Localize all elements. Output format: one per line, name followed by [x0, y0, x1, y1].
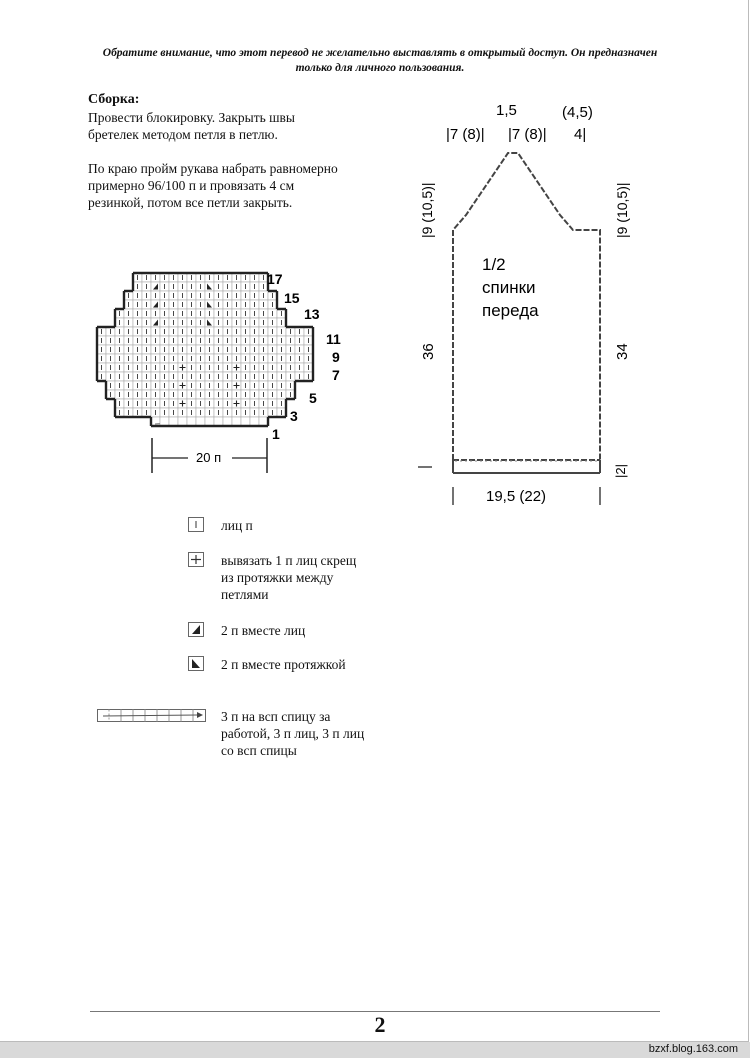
cable-symbol-icon — [97, 708, 207, 724]
chart-cell — [160, 417, 169, 426]
left-upper-measure: |9 (10,5)| — [419, 182, 435, 238]
legend-text-make-one: вывязать 1 п лиц скрещ из протяжки между петлями — [221, 553, 357, 602]
chart-cell — [151, 417, 160, 426]
footer-strip — [0, 1042, 750, 1058]
row-label-13: 13 — [304, 306, 320, 322]
row-label-9: 9 — [332, 349, 340, 365]
chart-grid — [97, 273, 313, 426]
chart-cell — [214, 417, 223, 426]
row-label-1: 1 — [272, 426, 280, 442]
garment-schematic — [410, 95, 645, 510]
chart-cell — [196, 417, 205, 426]
row-label-17: 17 — [267, 271, 283, 287]
chart-cell — [205, 417, 214, 426]
chart-width-label: 20 п — [196, 450, 222, 465]
chart-cell — [232, 417, 241, 426]
top-segment-2: |7 (8)| — [508, 126, 547, 143]
top-center-measure: 1,5 — [496, 102, 517, 119]
legend-text-cable: 3 п на вcп спицу за работой, 3 п лиц, 3 п лиц со вcп спицы — [221, 709, 365, 758]
top-segment-1: |7 (8)| — [446, 126, 485, 143]
k2tog-symbol-icon — [188, 622, 204, 637]
schematic-label-line3: переда — [482, 301, 539, 320]
right-upper-measure: |9 (10,5)| — [614, 182, 630, 238]
notice-text: Обратите внимание, что этот перевод не желательно выставлять в открытый доступ. Он предназначен только для личного пользования. — [102, 47, 658, 74]
legend-text-k2tog: 2 п вместе лиц — [221, 623, 306, 638]
bottom-width-measure: 19,5 (22) — [486, 488, 547, 505]
row-label-15: 15 — [284, 290, 300, 306]
left-lower-measure: 36 — [420, 343, 437, 360]
schematic-label-line2: спинки — [482, 278, 536, 297]
chart-cell — [187, 417, 196, 426]
page-number: 2 — [374, 1012, 386, 1037]
hem-measure: |2| — [613, 464, 628, 478]
schematic-label-line1: 1/2 — [482, 255, 506, 274]
chart-cell — [178, 417, 187, 426]
chart-cell — [169, 417, 178, 426]
source-watermark: bzxf.blog.163.com — [648, 1043, 738, 1055]
right-lower-measure: 34 — [614, 343, 631, 360]
row-label-11: 11 — [326, 331, 341, 347]
knit-symbol-icon — [188, 517, 204, 532]
legend-text-ssk: 2 п вместе протяжкой — [221, 657, 346, 672]
ssk-symbol-icon — [188, 656, 204, 671]
row-label-7: 7 — [332, 367, 340, 383]
assembly-paragraph-1: Провести блокировку. Закрыть швы бретелек методом петля в петлю. — [88, 110, 295, 142]
top-segment-3: 4| — [574, 126, 587, 143]
knitting-chart — [92, 268, 352, 480]
chart-cell — [241, 417, 250, 426]
row-label-3: 3 — [290, 408, 298, 424]
legend-text-knit: лиц п — [221, 518, 253, 533]
plus-symbol-icon — [188, 552, 204, 567]
chart-cell — [250, 417, 259, 426]
row-label-5: 5 — [309, 390, 317, 406]
assembly-paragraph-2: По краю пройм рукава набрать равномерно примерно 96/100 п и провязать 4 см резинкой, потом все петли закрыть. — [88, 161, 338, 210]
assembly-title: Сборка: — [88, 92, 140, 107]
top-right-measure: (4,5) — [562, 104, 593, 121]
chart-cell — [223, 417, 232, 426]
chart-cell — [259, 417, 268, 426]
